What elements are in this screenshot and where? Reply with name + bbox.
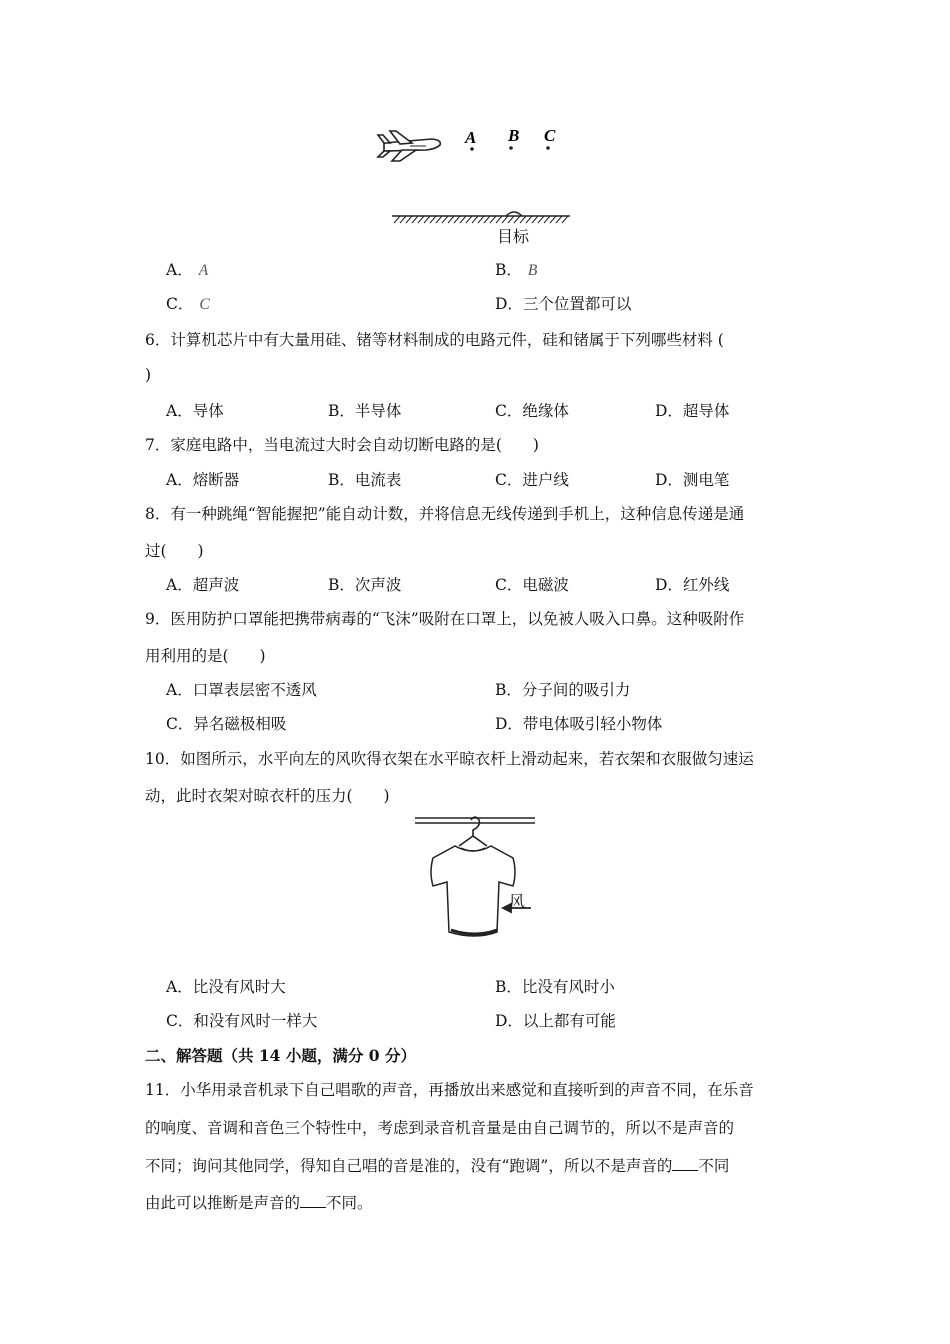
q5-option-d: D．三个位置都可以: [495, 295, 632, 313]
q11-line1: 11．小华用录音机录下自己唱歌的声音，再播放出来感觉和直接听到的声音不同，在乐音: [145, 1081, 754, 1099]
q9-option-d: D．带电体吸引轻小物体: [495, 715, 663, 733]
point-c-label: C: [544, 126, 556, 145]
q9-option-c: C．异名磁极相吸: [166, 715, 287, 733]
q10-option-d: D．以上都有可能: [495, 1012, 616, 1030]
airplane-icon: [378, 131, 440, 161]
shirt-icon: [431, 846, 515, 936]
q5-option-b: [495, 258, 537, 280]
q5-option-b-value: B: [527, 262, 538, 279]
airplane-figure: [370, 115, 790, 245]
q7-option-d: D．测电笔: [655, 471, 730, 489]
q11-line3-end: 不同: [698, 1157, 730, 1175]
q10-stem-line2: 动，此时衣架对晾衣杆的压力( ): [145, 787, 390, 805]
target-label: 目标: [497, 229, 530, 246]
q9-option-b: B．分子间的吸引力: [495, 681, 631, 699]
point-b-label: B: [508, 126, 520, 145]
point-c-dot: [546, 146, 550, 150]
ground-line: [392, 212, 570, 216]
q7-option-a: A．熔断器: [166, 471, 240, 489]
q11-line4: [145, 1191, 373, 1213]
q10-option-c: C．和没有风时一样大: [166, 1012, 318, 1030]
section-heading: 二、解答题（共 14 小题，满分 0 分）: [145, 1046, 416, 1065]
q8-option-c: C．电磁波: [495, 576, 569, 594]
q7-option-c: C．进户线: [495, 471, 569, 489]
point-a-dot: [470, 147, 474, 151]
wind-label: 风: [509, 894, 526, 911]
point-b-dot: [509, 146, 513, 150]
q5-option-c-label: C．: [166, 295, 194, 313]
q5-option-a: [166, 258, 208, 280]
ground-hatch: [394, 216, 568, 223]
hanger-hook: [459, 817, 487, 846]
q6-option-c: C．绝缘体: [495, 402, 569, 420]
drying-rod: [415, 818, 535, 823]
q9-stem-line2: 用利用的是( ): [145, 647, 266, 665]
point-a-label: A: [465, 128, 477, 147]
q8-option-a: A．超声波: [166, 576, 240, 594]
q7-stem: 7．家庭电路中，当电流过大时会自动切断电路的是( ): [145, 436, 539, 454]
q7-option-b: B．电流表: [328, 471, 402, 489]
q10-stem-line1: 10．如图所示，水平向左的风吹得衣架在水平晾衣杆上滑动起来，若衣架和衣服做匀速运: [145, 750, 754, 768]
q8-stem-line2: 过( ): [145, 542, 204, 560]
q5-option-c-value: C: [199, 296, 210, 313]
clothes-hanger-figure: [405, 812, 545, 952]
q6-option-a: A．导体: [166, 402, 224, 420]
q6-stem-line2: ): [145, 366, 152, 384]
q5-option-b-label: B．: [495, 261, 522, 279]
q5-option-a-value: A: [198, 262, 209, 279]
answer-blank-2[interactable]: [300, 1192, 326, 1209]
q11-line3-text: 不同；询问其他同学，得知自己唱的音是准的，没有“跑调”，所以不是声音的: [145, 1157, 673, 1175]
q6-option-d: D．超导体: [655, 402, 730, 420]
q6-stem-line1: 6．计算机芯片中有大量用硅、锗等材料制成的电路元件，硅和锗属于下列哪些材料 (: [145, 331, 724, 349]
q5-option-c: [166, 292, 210, 314]
q11-line3: [145, 1154, 729, 1176]
q11-line4-end: 不同。: [326, 1194, 373, 1212]
q8-option-b: B．次声波: [328, 576, 402, 594]
answer-blank-1[interactable]: [672, 1155, 698, 1172]
q10-option-a: A．比没有风时大: [166, 978, 286, 996]
q8-stem-line1: 8．有一种跳绳“智能握把”能自动计数，并将信息无线传递到手机上，这种信息传递是通: [145, 505, 745, 523]
q5-option-a-label: A．: [166, 261, 193, 279]
q11-line2: 的响度、音调和音色三个特性中，考虑到录音机音量是由自己调节的，所以不是声音的: [145, 1119, 735, 1137]
q11-line4-text: 由此可以推断是声音的: [145, 1194, 301, 1212]
q8-option-d: D．红外线: [655, 576, 730, 594]
q10-option-b: B．比没有风时小: [495, 978, 615, 996]
q9-option-a: A．口罩表层密不透风: [166, 681, 317, 699]
q6-option-b: B．半导体: [328, 402, 402, 420]
q9-stem-line1: 9．医用防护口罩能把携带病毒的“飞沫”吸附在口罩上，以免被人吸入口鼻。这种吸附作: [145, 610, 745, 628]
